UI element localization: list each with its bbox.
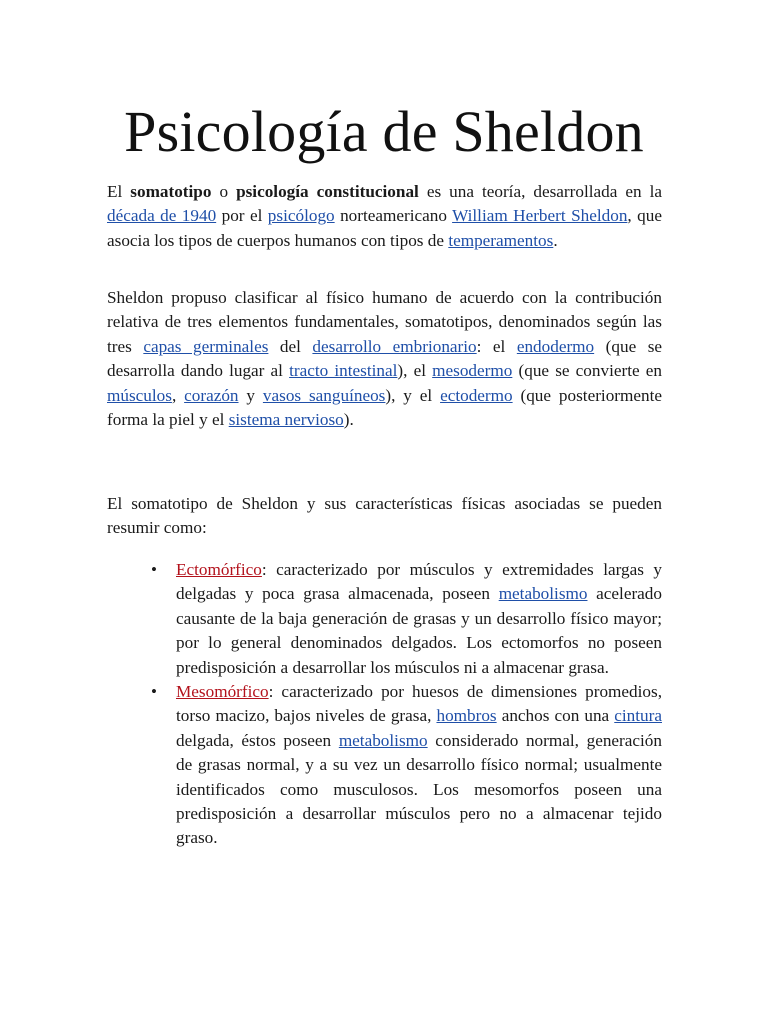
text-run: o	[211, 182, 237, 201]
text-run: ), y el	[385, 385, 441, 405]
text-run: por el	[216, 206, 268, 226]
bold-term-somatotipo: somatotipo	[130, 182, 212, 201]
link-capas-germinales[interactable]: capas germinales	[143, 336, 269, 356]
link-temperamentos[interactable]: temperamentos	[448, 230, 554, 250]
link-william-herbert-sheldon[interactable]: William Herbert Sheldon	[452, 206, 628, 226]
bullet-icon: •	[151, 682, 157, 702]
text-run: norteamericano	[334, 206, 453, 226]
text-run: (que se convierte en	[512, 361, 662, 381]
bold-term-psicologia-constitucional: psicología constitucional	[236, 182, 419, 201]
link-musculos[interactable]: músculos	[107, 385, 172, 405]
text-run: es una teoría, desarrollada en la	[418, 182, 663, 201]
text-run: ).	[343, 410, 354, 430]
somatotype-list	[151, 558, 662, 851]
text-run: ,	[171, 385, 185, 405]
link-ectomorfico[interactable]: Ectomórfico	[176, 560, 262, 579]
text-run: (que se desarrolla dando lugar al	[107, 336, 663, 381]
link-endodermo[interactable]: endodermo	[516, 336, 595, 356]
link-hombros[interactable]: hombros	[436, 706, 497, 726]
text-run: , que asocia los tipos de cuerpos humanos con tipos de	[107, 206, 662, 250]
text-run: anchos con una	[496, 706, 615, 726]
link-desarrollo-embrionario[interactable]: desarrollo embrionario	[312, 336, 477, 356]
text-run: delgada, éstos poseen	[176, 730, 339, 750]
text-run: .	[553, 230, 558, 250]
link-metabolismo[interactable]: metabolismo	[498, 584, 588, 604]
link-corazon[interactable]: corazón	[184, 385, 239, 405]
list-item-ectomorfico	[151, 558, 662, 680]
text-run: acelerado causante de la baja generación de grasas y un desarrollo físico mayor; por lo general denominados delgados. Los ectomorfos no poseen predisposición a desarrollar los músculos ni a almacenar grasa.	[176, 584, 662, 677]
link-mesodermo[interactable]: mesodermo	[432, 361, 513, 381]
germ-layers-paragraph	[107, 286, 662, 432]
link-tracto-intestinal[interactable]: tracto intestinal	[289, 361, 398, 381]
text-run: del	[268, 336, 313, 356]
link-psicologo[interactable]: psicólogo	[267, 206, 335, 226]
link-cintura[interactable]: cintura	[614, 706, 662, 726]
link-vasos-sanguineos[interactable]: vasos sanguíneos	[262, 385, 386, 405]
document-title: Psicología de Sheldon	[124, 99, 644, 164]
text-run: : caracterizado por huesos de dimensiones promedios, torso macizo, bajos niveles de grasa,	[176, 682, 662, 726]
bullet-icon: •	[151, 560, 157, 579]
text-run: : el	[476, 336, 517, 356]
summary-intro-paragraph: El somatotipo de Sheldon y sus características físicas asociadas se pueden resumir como:	[107, 494, 662, 538]
text-run: Sheldon propuso clasificar al físico humano de acuerdo con la contribución relativa de tres elementos fundamentales, somatotipos, denominados según las tres	[107, 288, 662, 356]
link-metabolismo[interactable]: metabolismo	[338, 730, 428, 750]
text-run: (que posteriormente forma la piel y el	[107, 385, 663, 430]
intro-paragraph	[107, 180, 662, 253]
link-sistema-nervioso[interactable]: sistema nervioso	[228, 410, 344, 430]
text-run: El	[107, 182, 131, 201]
list-item-mesomorfico	[151, 680, 662, 851]
text-run: ), el	[397, 361, 433, 381]
link-mesomorfico[interactable]: Mesomórfico	[176, 682, 269, 702]
text-run: : caracterizado por músculos y extremidades largas y delgadas y poca grasa almacenada, poseen	[176, 560, 662, 604]
link-ectodermo[interactable]: ectodermo	[440, 385, 513, 405]
text-run: considerado normal, generación de grasas normal, y a su vez un desarrollo físico normal; usualmente identificados como musculosos. Los mesomorfos poseen una predisposición a desarrollar músculos pero no a almacenar tejido graso.	[176, 730, 662, 848]
link-decada-1940[interactable]: década de 1940	[107, 206, 217, 226]
text-run: y	[238, 385, 263, 405]
